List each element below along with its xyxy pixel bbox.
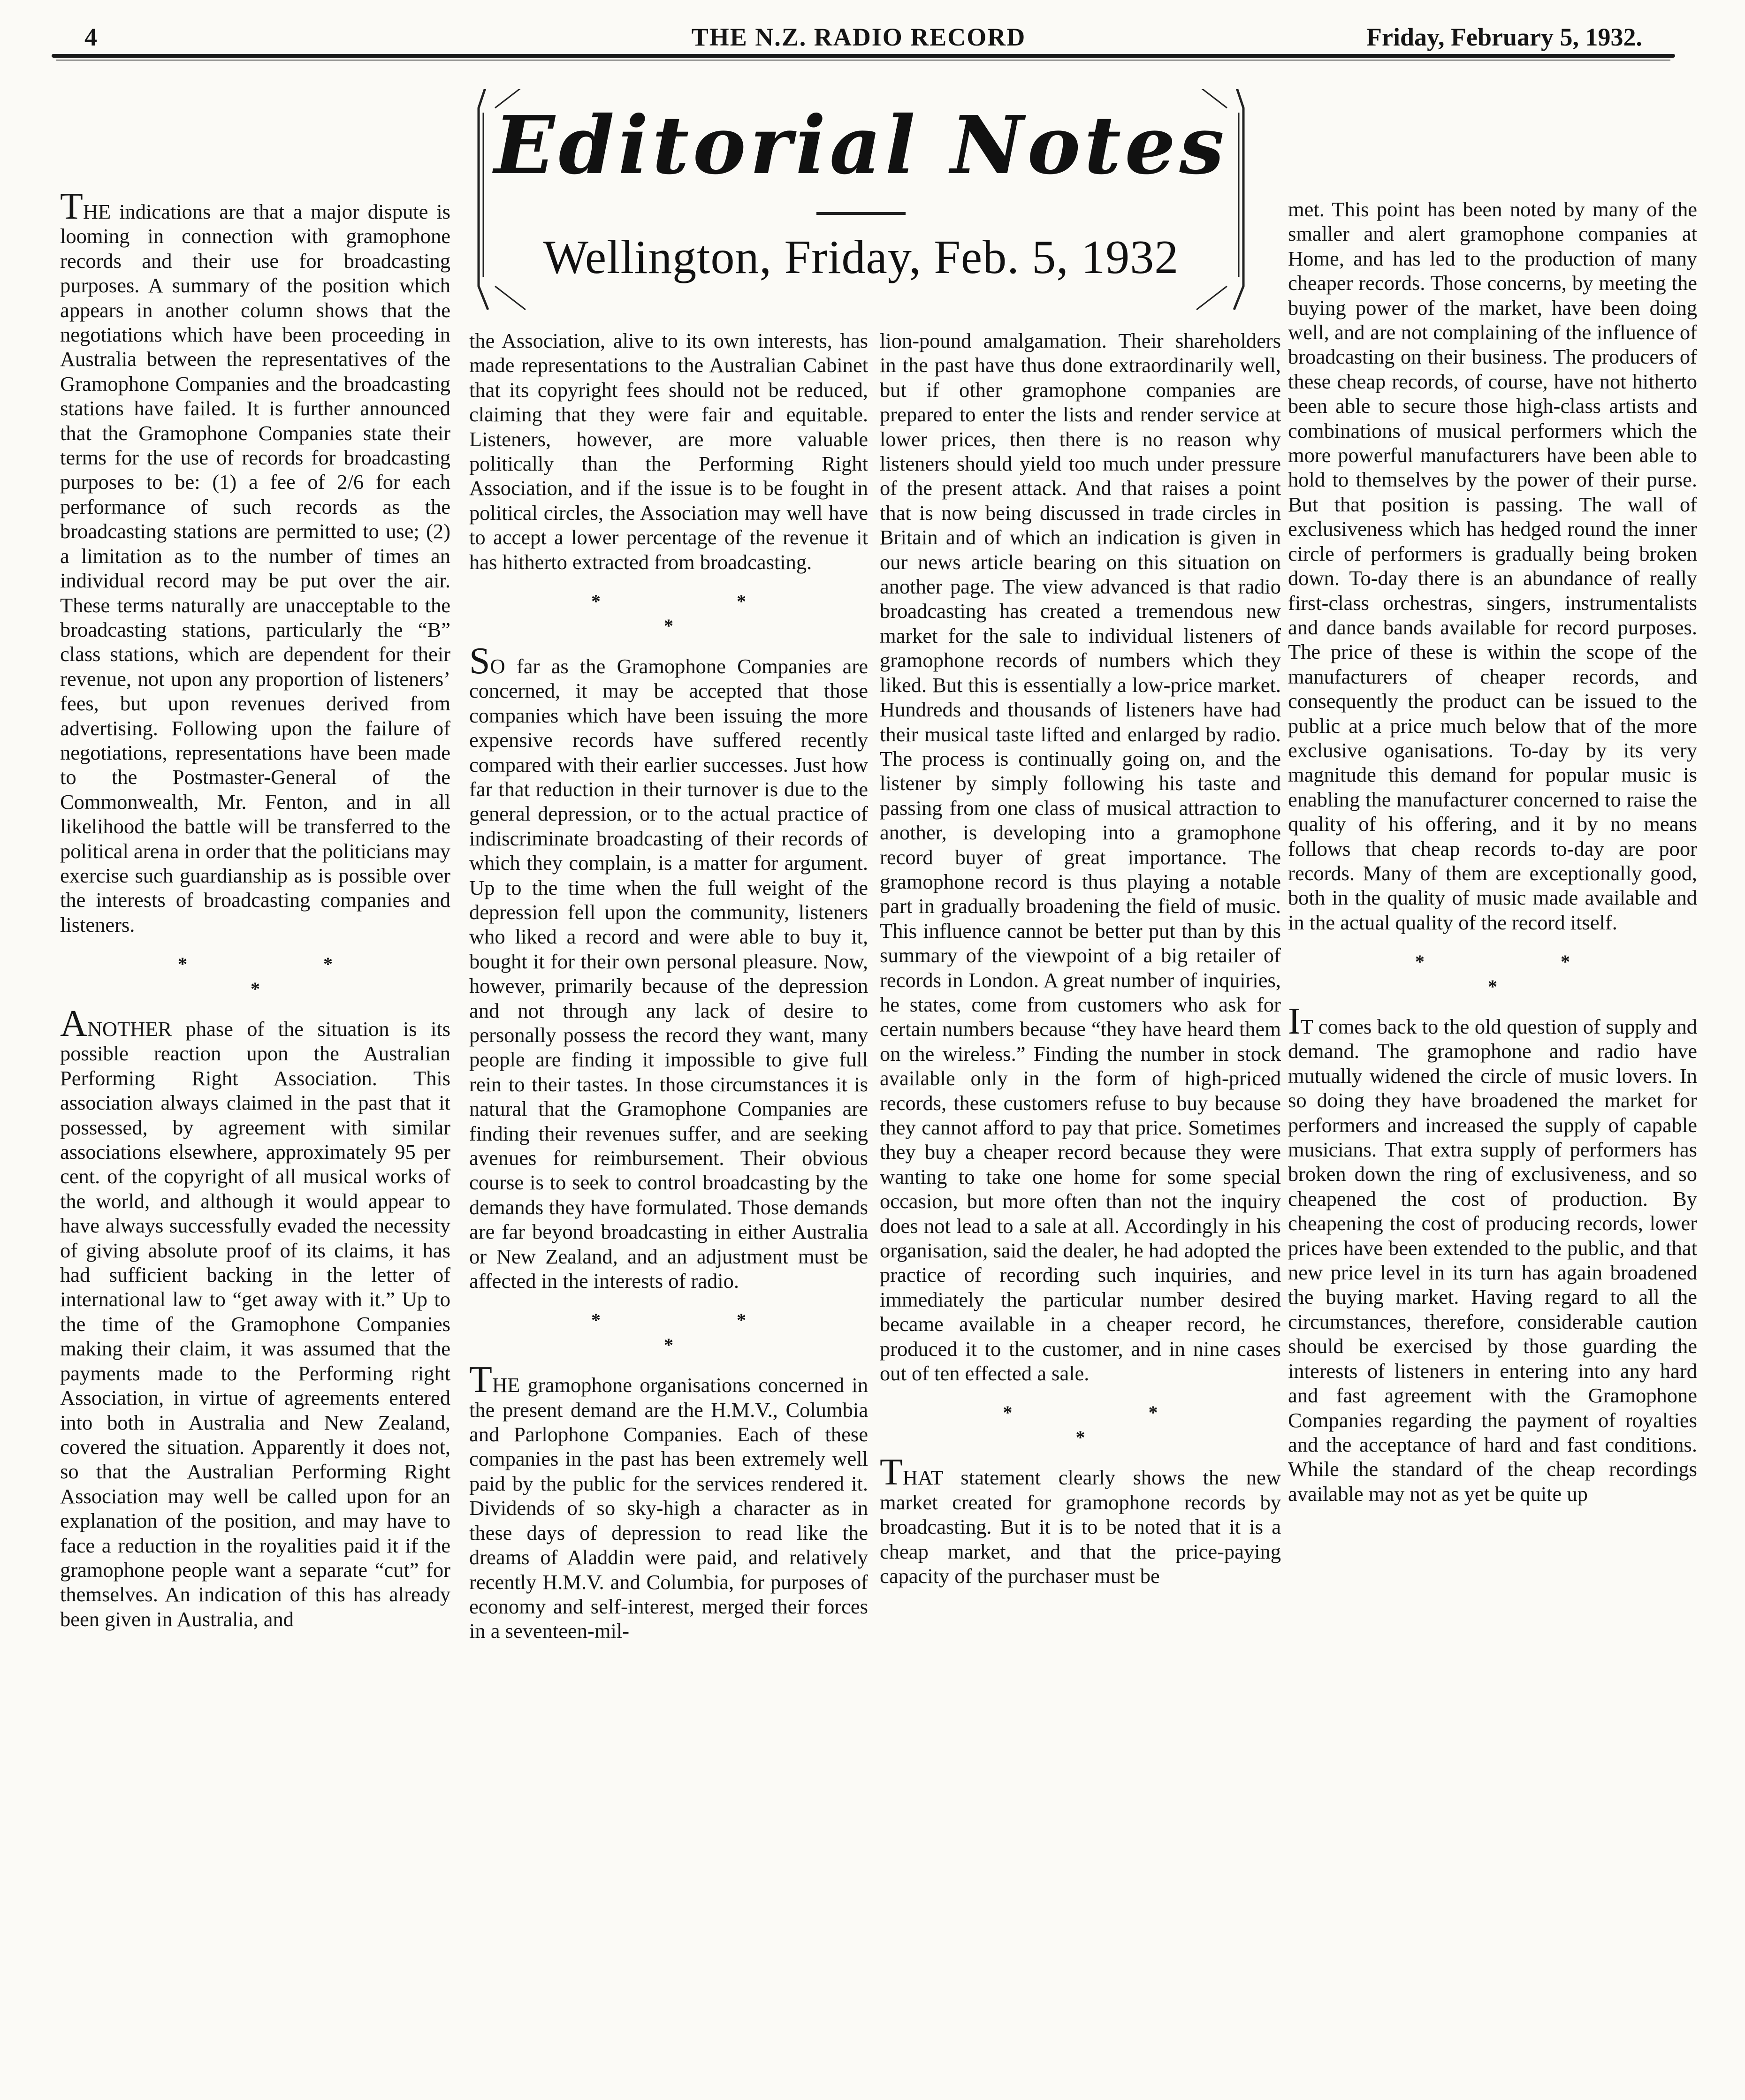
masthead-divider (816, 212, 906, 215)
paragraph: SO far as the Gramophone Companies are concerned, it may be accepted that those companies which have been issuing the more expensive records have suffered recently compared with their earlier successes. Just how far that reduction in their turnover is due to the general depression, or to the actual practice of indiscriminate broadcasting of their records of which they complain, is a matter for argument. Up to the time when the full weight of the depression fell upon the community, listeners who liked a record and were able to buy it, bought it for their own personal pleasure. Now, however, primarily because of the depression and not through any lack of desire to personally possess the record they want, many people are finding it impossible to give full rein to their tastes. In those circumstances it is natural that the Gramophone Companies are finding their revenues suffer, and are seeking avenues for reimbursement. Their obvious course is to seek to control broadcasting by the demands they have formulated. Those demands are far beyond broadcasting in either Australia or New Zealand, and an adjustment must be affected in the interests of radio. (469, 640, 868, 1293)
column-2 (469, 328, 868, 1643)
paragraph: IT comes back to the old question of supply and demand. The gramophone and radio have mutually widened the circle of music lovers. In so doing they have broadened the market for performers and increased the supply of capable musicians. That extra supply of performers has broken down the ring of exclusiveness, and so cheapened the cost of production. By cheapening the cost of producing records, lower prices have been extended to the public, and that new price level in its turn has again broadened the buying market. Having regard to all the circumstances, therefore, considerable caution should be exercised by those guarding the interests of listeners in entering into any hard and fast agreement with the Gramophone Companies regarding the payment of royalties and the acceptance of hard and fast conditions. While the standard of the cheap recordings available may not as yet be quite up (1288, 1001, 1697, 1506)
column-4 (1288, 197, 1697, 1506)
section-separator: * * * (591, 1309, 812, 1355)
paragraph: THAT statement clearly shows the new market created for gramophone records by broadcasting. But it is to be noted that it is a cheap market, and that the price-paying capacity of the purchaser must be (880, 1452, 1281, 1588)
paragraph: THE gramophone organisations concerned in the present demand are the H.M.V., Columbia and Parlophone Companies. Each of these companies in the past has been extremely well paid by the public for the services rendered it. Dividends of so sky-high a character as in these days of depression to read like the dreams of Aladdin were paid, and relatively recently H.M.V. and Columbia, for purposes of economy and self-interest, merged their forces in a seventeen-mil- (469, 1359, 868, 1643)
paragraph: met. This point has been noted by many of the smaller and alert gramophone companies at Home, and has led to the production of many cheaper records. Those concerns, by meeting the buying power of the market, have been doing well, and are not complaining of the influence of broadcasting on their business. The producers of these cheap records, of course, have not hitherto been able to secure those high-class artists and combinations of musical performers which the more powerful manufacturers have been able to hold to themselves by the power of their purse. But that position is passing. The wall of exclusiveness which has hedged round the inner circle of performers is gradually being broken down. To-day there is an abundance of really first-class orchestras, singers, instrumentalists and dance bands available for record purposes. The price of these is within the scope of the manufacturers of cheaper records, and consequently the product can be issued to the public at a price much below that of the more exclusive oganisations. To-day by its very magnitude this demand for popular music is enabling the manufacturer concerned to raise the quality of his offering, and it by no means follows that cheap records to-day are poor records. Many of them are exceptionally good, both in the quality of music made available and in the actual quality of the record itself. (1288, 198, 1697, 934)
paragraph: ANOTHER phase of the situation is its possible reaction upon the Australian Performing Right Association. This association always claimed in the past that it possessed, by agreement with similar associations elsewhere, approximately 95 per cent. of the copyright of all musical works of the world, and although it would appear to have always successfully evaded the necessity of giving absolute proof of its claims, it has had sufficient backing in the letter of international law to “get away with it.” Up to the time of the Gramophone Companies making their claim, it was assumed that the payments made to the Performing right Association, in virtue of agreements entered into both in Australia and New Zealand, covered the situation. Apparently it does not, so that the Australian Performing Right Association may well be called upon for an explanation of the position, and may have to face a reduction in the royalities paid it if the gramophone people want a separate “cut” for themselves. An indication of this has already been given in Australia, and (60, 1003, 450, 1631)
paragraph: lion-pound amalgamation. Their shareholders in the past have thus done extraordinarily well, but if other gramophone companies are prepared to enter the lists and render service at lower prices, then there is no reason why listeners should yield too much under pressure of the present attack. And that raises a point that is now being discussed in trade circles in Britain and of which an indication is given in our news article bearing on this situation on another page. The view advanced is that radio broadcasting has created a tremendous new market for the sale to individual listeners of gramophone records of numbers which they liked. But this is essentially a low-price market. Hundreds and thousands of listeners have had their musical taste lifted and enlarged by radio. The process is continually going on, and the listener by simply following his taste and passing from one class of musical attraction to another, is developing into a gramophone record buyer of great importance. The gramophone record is thus playing a notable part in gradually broadening the field of music. This influence cannot be better put than by this summary of the viewpoint of a big retailer of records in London. A great number of inquiries, he states, come from customers who ask for certain numbers because “they have heard them on the wireless.” Finding the number in stock available only in the form of high-priced records, these customers refuse to buy because they cannot afford to pay that price. Sometimes they buy a cheaper record because they were wanting to take one home for some special occasion, but more often than not the inquiry does not lead to a sale at all. Accordingly in his organisation, said the dealer, he had adopted the practice of recording such inquiries, and immediately the particular number desired became available in a cheaper record, he produced it to the customer, and in nine cases out of ten effected a sale. (880, 329, 1281, 1385)
page-header (52, 9, 1666, 61)
section-separator: * * * (591, 591, 812, 637)
section-separator: * * * (1003, 1402, 1224, 1448)
page-number: 4 (84, 23, 97, 51)
column-3 (880, 328, 1281, 1588)
publication-title: THE N.Z. RADIO RECORD (691, 23, 1026, 51)
paragraph: the Association, alive to its own interests, has made representations to the Australian Cabinet that its copyright fees should not be reduced, claiming that they were fair and equitable. Listeners, however, are more valuable politically than the Performing Right Association, and if the issue is to be fought in political circles, the Association may well have to accept a lower percentage of the revenue it has hitherto extracted from broadcasting. (469, 329, 868, 574)
section-separator: * * * (178, 953, 398, 999)
masthead-title: Editorial Notes (494, 99, 1228, 192)
column-1 (60, 186, 450, 1631)
header-rule (52, 54, 1675, 58)
header-rule-thin (56, 60, 1670, 61)
issue-date: Friday, February 5, 1932. (1366, 23, 1642, 51)
paragraph: THE indications are that a major dispute is looming in connection with gramophone records and their use for broadcasting purposes. A summary of the position which appears in another column shows that the negotiations which have been proceeding in Australia between the representatives of the Gramophone Companies and the broadcasting stations have failed. It is further announced that the Gramophone Companies state their terms for the use of records for broadcasting purposes to be: (1) a fee of 2/6 for each performance of such records as the broadcasting stations are permitted to use; (2) a limitation as to the number of times an individual record may be put over the air. These terms naturally are unacceptable to the broadcasting stations, particularly the “B” class stations, which are dependent for their revenue, not upon any proportion of listeners’ fees, but upon revenues derived from advertising. Following upon the failure of negotiations, representations have been made to the Postmaster-General of the Commonwealth, Mr. Fenton, and in all likelihood the battle will be transferred to the political arena in order that the politicians may exercise such guardianship as is possible over the interests of broadcasting companies and listeners. (60, 186, 450, 936)
masthead-subtitle: Wellington, Friday, Feb. 5, 1932 (543, 231, 1179, 284)
editorial-masthead (469, 89, 1253, 314)
section-separator: * * * (1415, 951, 1636, 997)
